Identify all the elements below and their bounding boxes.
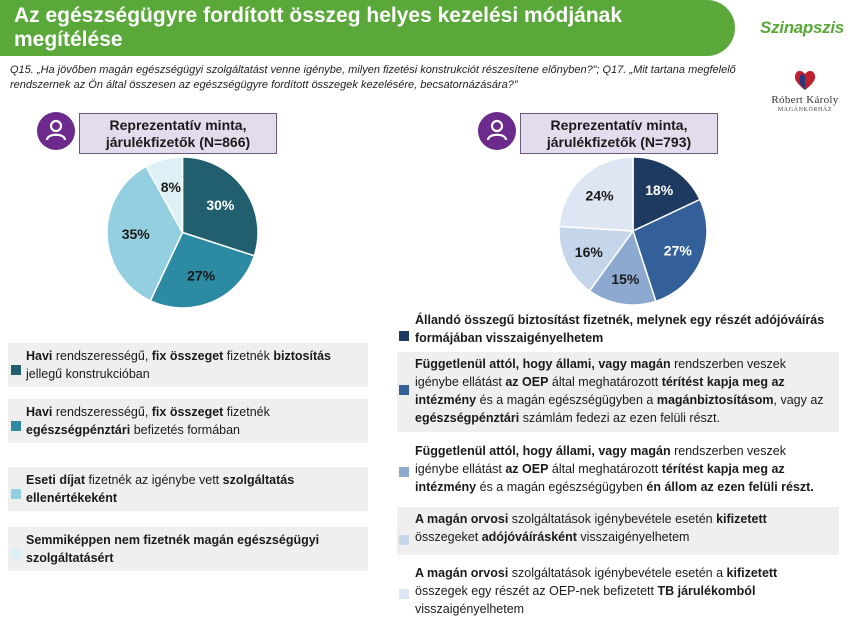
legend-text: az OEP <box>505 375 549 389</box>
legend-swatch <box>399 385 409 395</box>
legend-text: összegek egy részét az OEP-nek befizetett <box>415 584 658 598</box>
heart-logo-icon <box>760 66 850 94</box>
legend-text: rendszerben veszek igénybe ellátást <box>415 357 786 389</box>
partner-logo-name: Róbert Károly <box>771 94 839 106</box>
pie-slice-label: 27% <box>663 242 692 259</box>
person-icon <box>37 112 75 150</box>
logo-text: Szinapszis <box>760 18 844 37</box>
legend-text: Havi <box>26 405 53 419</box>
legend-text: fix összeget <box>151 349 224 363</box>
legend-swatch <box>11 365 21 375</box>
legend-text: rendszerességű, <box>52 349 152 363</box>
pie-slice-label: 24% <box>585 187 614 204</box>
legend-text: A magán orvosi <box>415 566 509 580</box>
legend-text: egészségpénztári <box>26 423 131 437</box>
legend-text: fizetnék <box>223 405 270 419</box>
legend-text: Állandó összegű biztosítást fizetnék, melynek egy részét adójóváírás formájában visszaigényelhetem <box>415 313 825 345</box>
legend-text: számlám fedezi az ezen felüli részt. <box>519 411 720 425</box>
legend-text: A magán orvosi <box>415 512 509 526</box>
legend-text: visszaigényelhetem <box>415 602 525 616</box>
legend-text: én állom az ezen felüli részt. <box>646 480 814 494</box>
legend-swatch <box>11 421 21 431</box>
legend-item <box>397 439 839 501</box>
legend-text: által meghatározott <box>548 462 662 476</box>
legend-text: fix összeget <box>151 405 224 419</box>
legend-text: magánbiztosításom <box>656 393 774 407</box>
page-title: Az egészségügyre fordított összeg helyes kezelési módjának megítélése <box>14 4 623 51</box>
legend-swatch <box>399 535 409 545</box>
legend-text: térítést kapja meg az intézmény <box>415 375 785 407</box>
legend-text: az OEP <box>505 462 549 476</box>
legend-item <box>8 399 368 443</box>
legend-text: Havi <box>26 349 53 363</box>
pie-chart-right <box>557 155 709 307</box>
robert-karoly-logo <box>760 66 850 120</box>
pie-slice-label: 30% <box>206 196 235 213</box>
legend-text: összegeket <box>415 530 482 544</box>
legend-text: szolgáltatások igénybevétele esetén <box>508 512 717 526</box>
szinapszis-logo <box>760 8 844 48</box>
legend-text: és a magán egészségügyben <box>476 480 647 494</box>
legend-text: által meghatározott <box>548 375 662 389</box>
legend-swatch <box>399 467 409 477</box>
legend-text: jellegű konstrukcióban <box>26 367 150 381</box>
legend-text: rendszerben veszek igénybe ellátást <box>415 444 786 476</box>
sample-label-line1: Reprezentatív minta, <box>109 117 247 133</box>
legend-item <box>397 507 839 555</box>
legend-text: Semmiképpen nem fizetnék magán egészségügyi szolgáltatásért <box>26 533 320 565</box>
legend-text: Függetlenül attól, hogy állami, vagy magán <box>415 357 671 371</box>
partner-logo-sub: MAGÁNKÓRHÁZ <box>777 107 833 113</box>
legend-text: rendszerességű, <box>52 405 152 419</box>
legend-text: fizetnék <box>223 349 274 363</box>
legend-item <box>397 308 839 348</box>
legend-text: és a magán egészségügyben a <box>476 393 657 407</box>
legend-swatch <box>399 589 409 599</box>
legend-item <box>397 561 839 619</box>
legend-item <box>8 343 368 387</box>
pie-slice-label: 18% <box>645 181 674 198</box>
pie-slice-label: 35% <box>121 225 150 242</box>
legend-swatch <box>11 549 21 559</box>
pie-chart-left <box>105 155 260 310</box>
legend-item <box>8 527 368 571</box>
sample-label-left <box>79 113 277 154</box>
pie-slice-label: 27% <box>187 267 216 284</box>
sample-label-line2: járulékfizetők (N=793) <box>546 134 692 150</box>
legend-text: visszaigényelhetem <box>576 530 690 544</box>
title-bar <box>0 0 735 56</box>
legend-text: biztosítás <box>273 349 332 363</box>
legend-swatch <box>11 489 21 499</box>
pie-slice-label: 16% <box>574 243 603 260</box>
sample-label-right <box>520 113 718 154</box>
legend-text: szolgáltatások igénybevétele esetén a <box>508 566 727 580</box>
legend-text: fizetnék az igénybe vett <box>85 473 223 487</box>
legend-text: adójóváírásként <box>481 530 577 544</box>
legend-text: , vagy az <box>773 393 824 407</box>
legend-item <box>8 467 368 511</box>
legend-text: szolgáltatás ellenértékeként <box>26 473 295 505</box>
legend-text: térítést kapja meg az intézmény <box>415 462 785 494</box>
legend-item <box>397 352 839 432</box>
legend-text: befizetés formában <box>130 423 241 437</box>
legend-swatch <box>399 331 409 341</box>
legend-text: kifizetett <box>726 566 778 580</box>
legend-text: Eseti díjat <box>26 473 86 487</box>
person-icon <box>478 112 516 150</box>
sample-label-line1: Reprezentatív minta, <box>550 117 688 133</box>
legend-text: egészségpénztári <box>415 411 520 425</box>
sample-label-line2: járulékfizetők (N=866) <box>105 134 251 150</box>
pie-slice-label: 15% <box>611 271 640 288</box>
legend-text: Függetlenül attól, hogy állami, vagy magán <box>415 444 671 458</box>
pie-slice-label: 8% <box>160 179 181 196</box>
question-text: Q15. „Ha jövőben magán egészségügyi szolgáltatást venne igénybe, milyen fizetési konstrukciót részesítene előnyben?”; Q17. „Mit tartana megfelelő rendszernek az Ön által összesen az egészségügyre fordított összegek kezelésére, becsatornázására?” <box>10 64 736 91</box>
legend-text: TB járulékomból <box>657 584 756 598</box>
legend-text: kifizetett <box>716 512 767 526</box>
